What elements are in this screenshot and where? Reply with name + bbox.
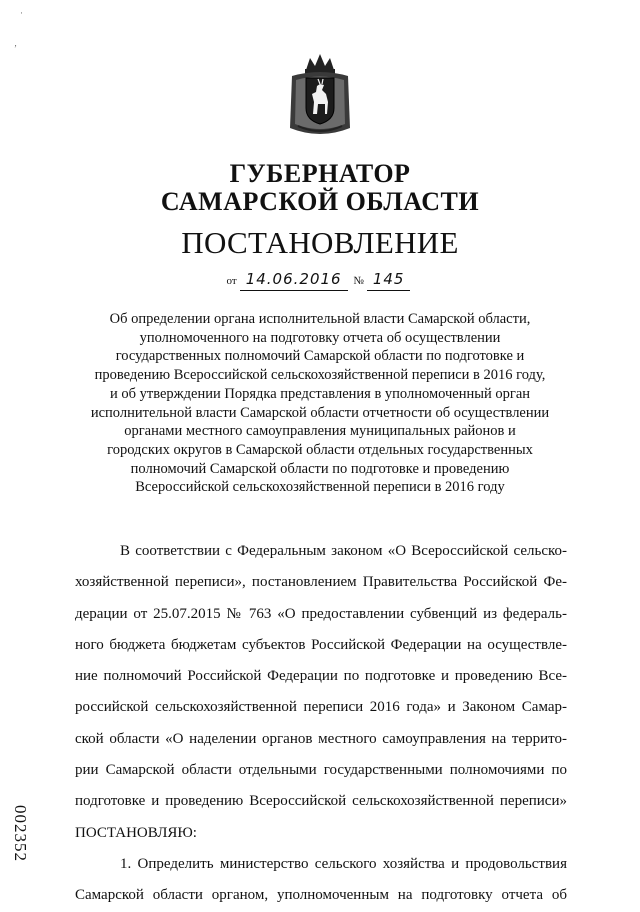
title-line: исполнительной власти Самарской области отчетности об осуществлении [90, 404, 550, 421]
number-prefix: № [353, 275, 364, 287]
title-line: государственных полномочий Самарской области по подготовке и [115, 348, 525, 365]
date-value: 14.06.2016 [240, 268, 348, 291]
body-line: ного бюджета бюджетам субъектов Российской Федерации на осуществле- [75, 636, 567, 653]
body-line: ской области «О наделении органов местного самоуправления на террито- [75, 730, 567, 747]
body-line: подготовке и проведению Всероссийской сельскохозяйственной переписи» [75, 793, 567, 810]
number-value: 145 [367, 268, 411, 291]
registration-number: 002352 [11, 805, 30, 862]
date-prefix: от [226, 275, 237, 287]
body-line: Самарской области органом, уполномоченным на подготовку отчета об [75, 887, 567, 904]
title-line: проведению Всероссийской сельскохозяйственной переписи в 2016 году, [94, 367, 546, 384]
body-line: 1. Определить министерство сельского хозяйства и продовольствия [120, 855, 567, 872]
resolution-word: ПОСТАНОВЛЯЮ: [75, 824, 197, 841]
body-line: российской сельскохозяйственной переписи 2016 года» и Законом Самар- [75, 699, 567, 716]
title-line: и об утверждении Порядка представления в уполномоченный орган [109, 385, 531, 402]
title-line: полномочий Самарской области по подготовке и проведению [130, 460, 510, 477]
scan-mark: · [20, 8, 23, 18]
document-body [75, 536, 567, 912]
title-line: органами местного самоуправления муниципальных районов и [124, 423, 516, 440]
body-line: ние полномочий Российской Федерации по подготовке и проведению Все- [75, 668, 567, 685]
body-line: хозяйственной переписи», постановлением Правительства Российской Фе- [75, 574, 567, 591]
document-type: ПОСТАНОВЛЕНИЕ [181, 225, 459, 260]
title-line: Всероссийской сельскохозяйственной переписи в 2016 году [135, 479, 505, 496]
document-title [70, 310, 570, 497]
samara-coat-of-arms-icon [284, 50, 356, 138]
date-number-line [0, 268, 640, 292]
authority-region: САМАРСКОЙ ОБЛАСТИ [160, 187, 480, 216]
authority-name: ГУБЕРНАТОР [229, 159, 411, 188]
title-line: уполномоченного на подготовку отчета об осуществлении [139, 329, 501, 346]
title-line: Об определении органа исполнительной власти Самарской области, [109, 311, 531, 327]
title-line: городских округов в Самарской области отдельных государственных [107, 441, 533, 458]
body-line: рии Самарской области отдельными государственными полномочиями по [75, 762, 567, 779]
body-line: дерации от 25.07.2015 № 763 «О предоставлении субвенций из федераль- [75, 605, 567, 622]
body-line: В соответствии с Федеральным законом «О Всероссийской сельско- [120, 543, 567, 559]
scan-mark: ‚ [14, 38, 17, 48]
